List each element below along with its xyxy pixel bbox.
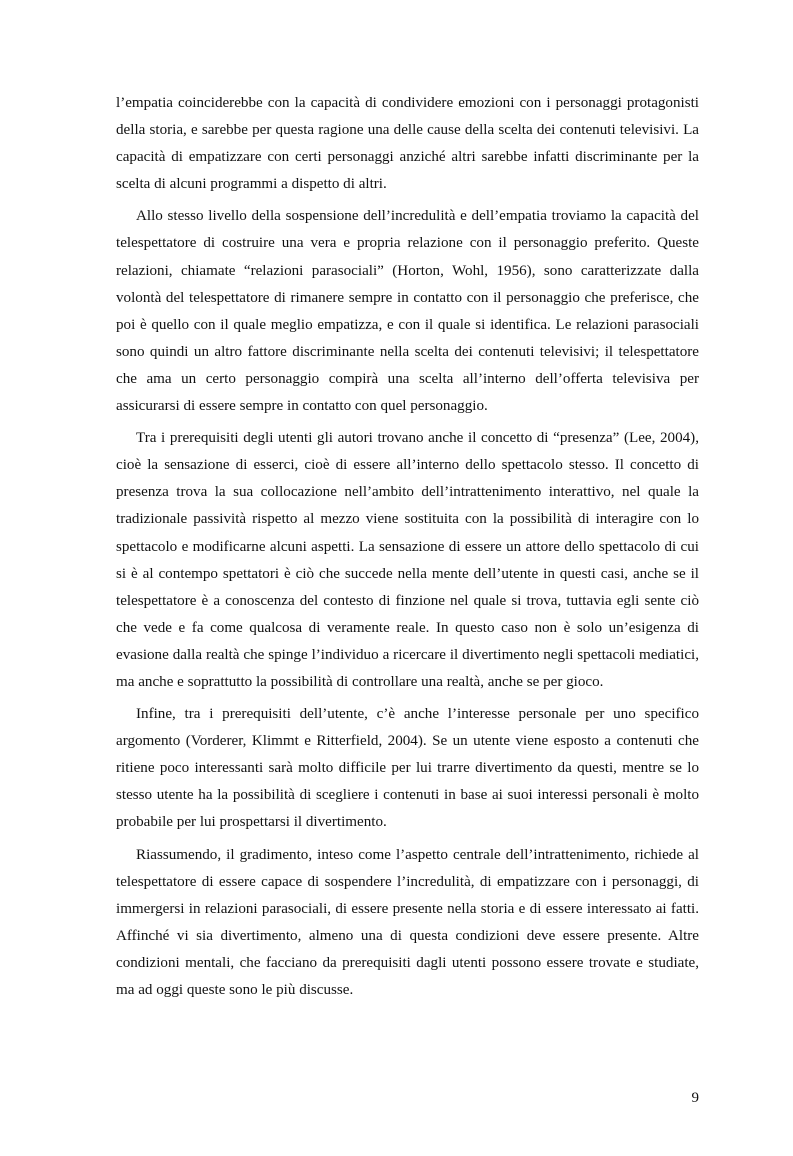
page-number: 9 (691, 1090, 699, 1106)
paragraph-personal-interest: Infine, tra i prerequisiti dell’utente, c’è anche l’interesse personale per uno specifico argomento (Vorderer, Klimmt e Ritterfield, 2004). Se un utente viene esposto a contenuti che ritiene poco interessanti sarà molto difficile per lui trarre divertimento da questi, mentre se lo stesso utente ha la possibilità di scegliere i contenuti in base ai suoi interessi personali è molto probabile per lui prospettarsi il divertimento. (116, 706, 699, 831)
paragraph-summary: Riassumendo, il gradimento, inteso come l’aspetto centrale dell’intrattenimento, richiede al telespettatore di essere capace di sospendere l’incredulità, di empatizzare con i personaggi, di immergersi in relazioni parasociali, di essere presente nella storia e di essere interessato ai fatti. Affinché vi sia divertimento, almeno una di questa condizioni deve essere presente. Altre condizioni mentali, che facciano da prerequisiti dagli utenti possono essere trovate e studiate, ma ad oggi queste sono le più discusse. (116, 846, 699, 998)
paragraph-parasocial-relations: Allo stesso livello della sospensione dell’incredulità e dell’empatia troviamo la capacità del telespettatore di costruire una vera e propria relazione con il personaggio preferito. Queste relazioni, chiamate “relazioni parasociali” (Horton, Wohl, 1956), sono caratterizzate dalla volontà del telespettatore di rimanere sempre in contatto con il personaggio che preferisce, che poi è quello con il quale meglio empatizza, e con il quale si identifica. Le relazioni parasociali sono quindi un altro fattore discriminante nella scelta dei contenuti televisivi; il telespettatore che ama un certo personaggio compirà una scelta all’interno dell’offerta televisiva per assicurarsi di essere sempre in contatto con quel personaggio. (116, 208, 699, 415)
paragraph-presence: Tra i prerequisiti degli utenti gli autori trovano anche il concetto di “presenza” (Lee, 2004), cioè la sensazione di esserci, cioè di essere all’interno dello spettacolo stesso. Il concetto di presenza trova la sua collocazione nell’ambito dell’intrattenimento interattivo, nel quale la tradizionale passività rispetto al mezzo viene sostituita con la possibilità di interagire con lo spettacolo e modificarne alcuni aspetti. La sensazione di essere un attore dello spettacolo di cui si è al contempo spettatori è ciò che succede nella mente dell’utente in questi casi, anche se il telespettatore è a conoscenza del contesto di finzione nel quale si trova, tuttavia egli sente ciò che vede e fa come qualcosa di veramente reale. In questo caso non è solo un’esigenza di evasione dalla realtà che spinge l’individuo a ricercare il divertimento negli spettacoli mediatici, ma anche e soprattutto la possibilità di controllare una realtà, anche se per gioco. (116, 430, 699, 690)
page-body (116, 90, 699, 1009)
paragraph-empathy-continuation: l’empatia coinciderebbe con la capacità di condividere emozioni con i personaggi protagonisti della storia, e sarebbe per questa ragione una delle cause della scelta dei contenuti televisivi. La capacità di empatizzare con certi personaggi anziché altri sarebbe infatti discriminante per la scelta di alcuni programmi a dispetto di altri. (116, 95, 699, 193)
